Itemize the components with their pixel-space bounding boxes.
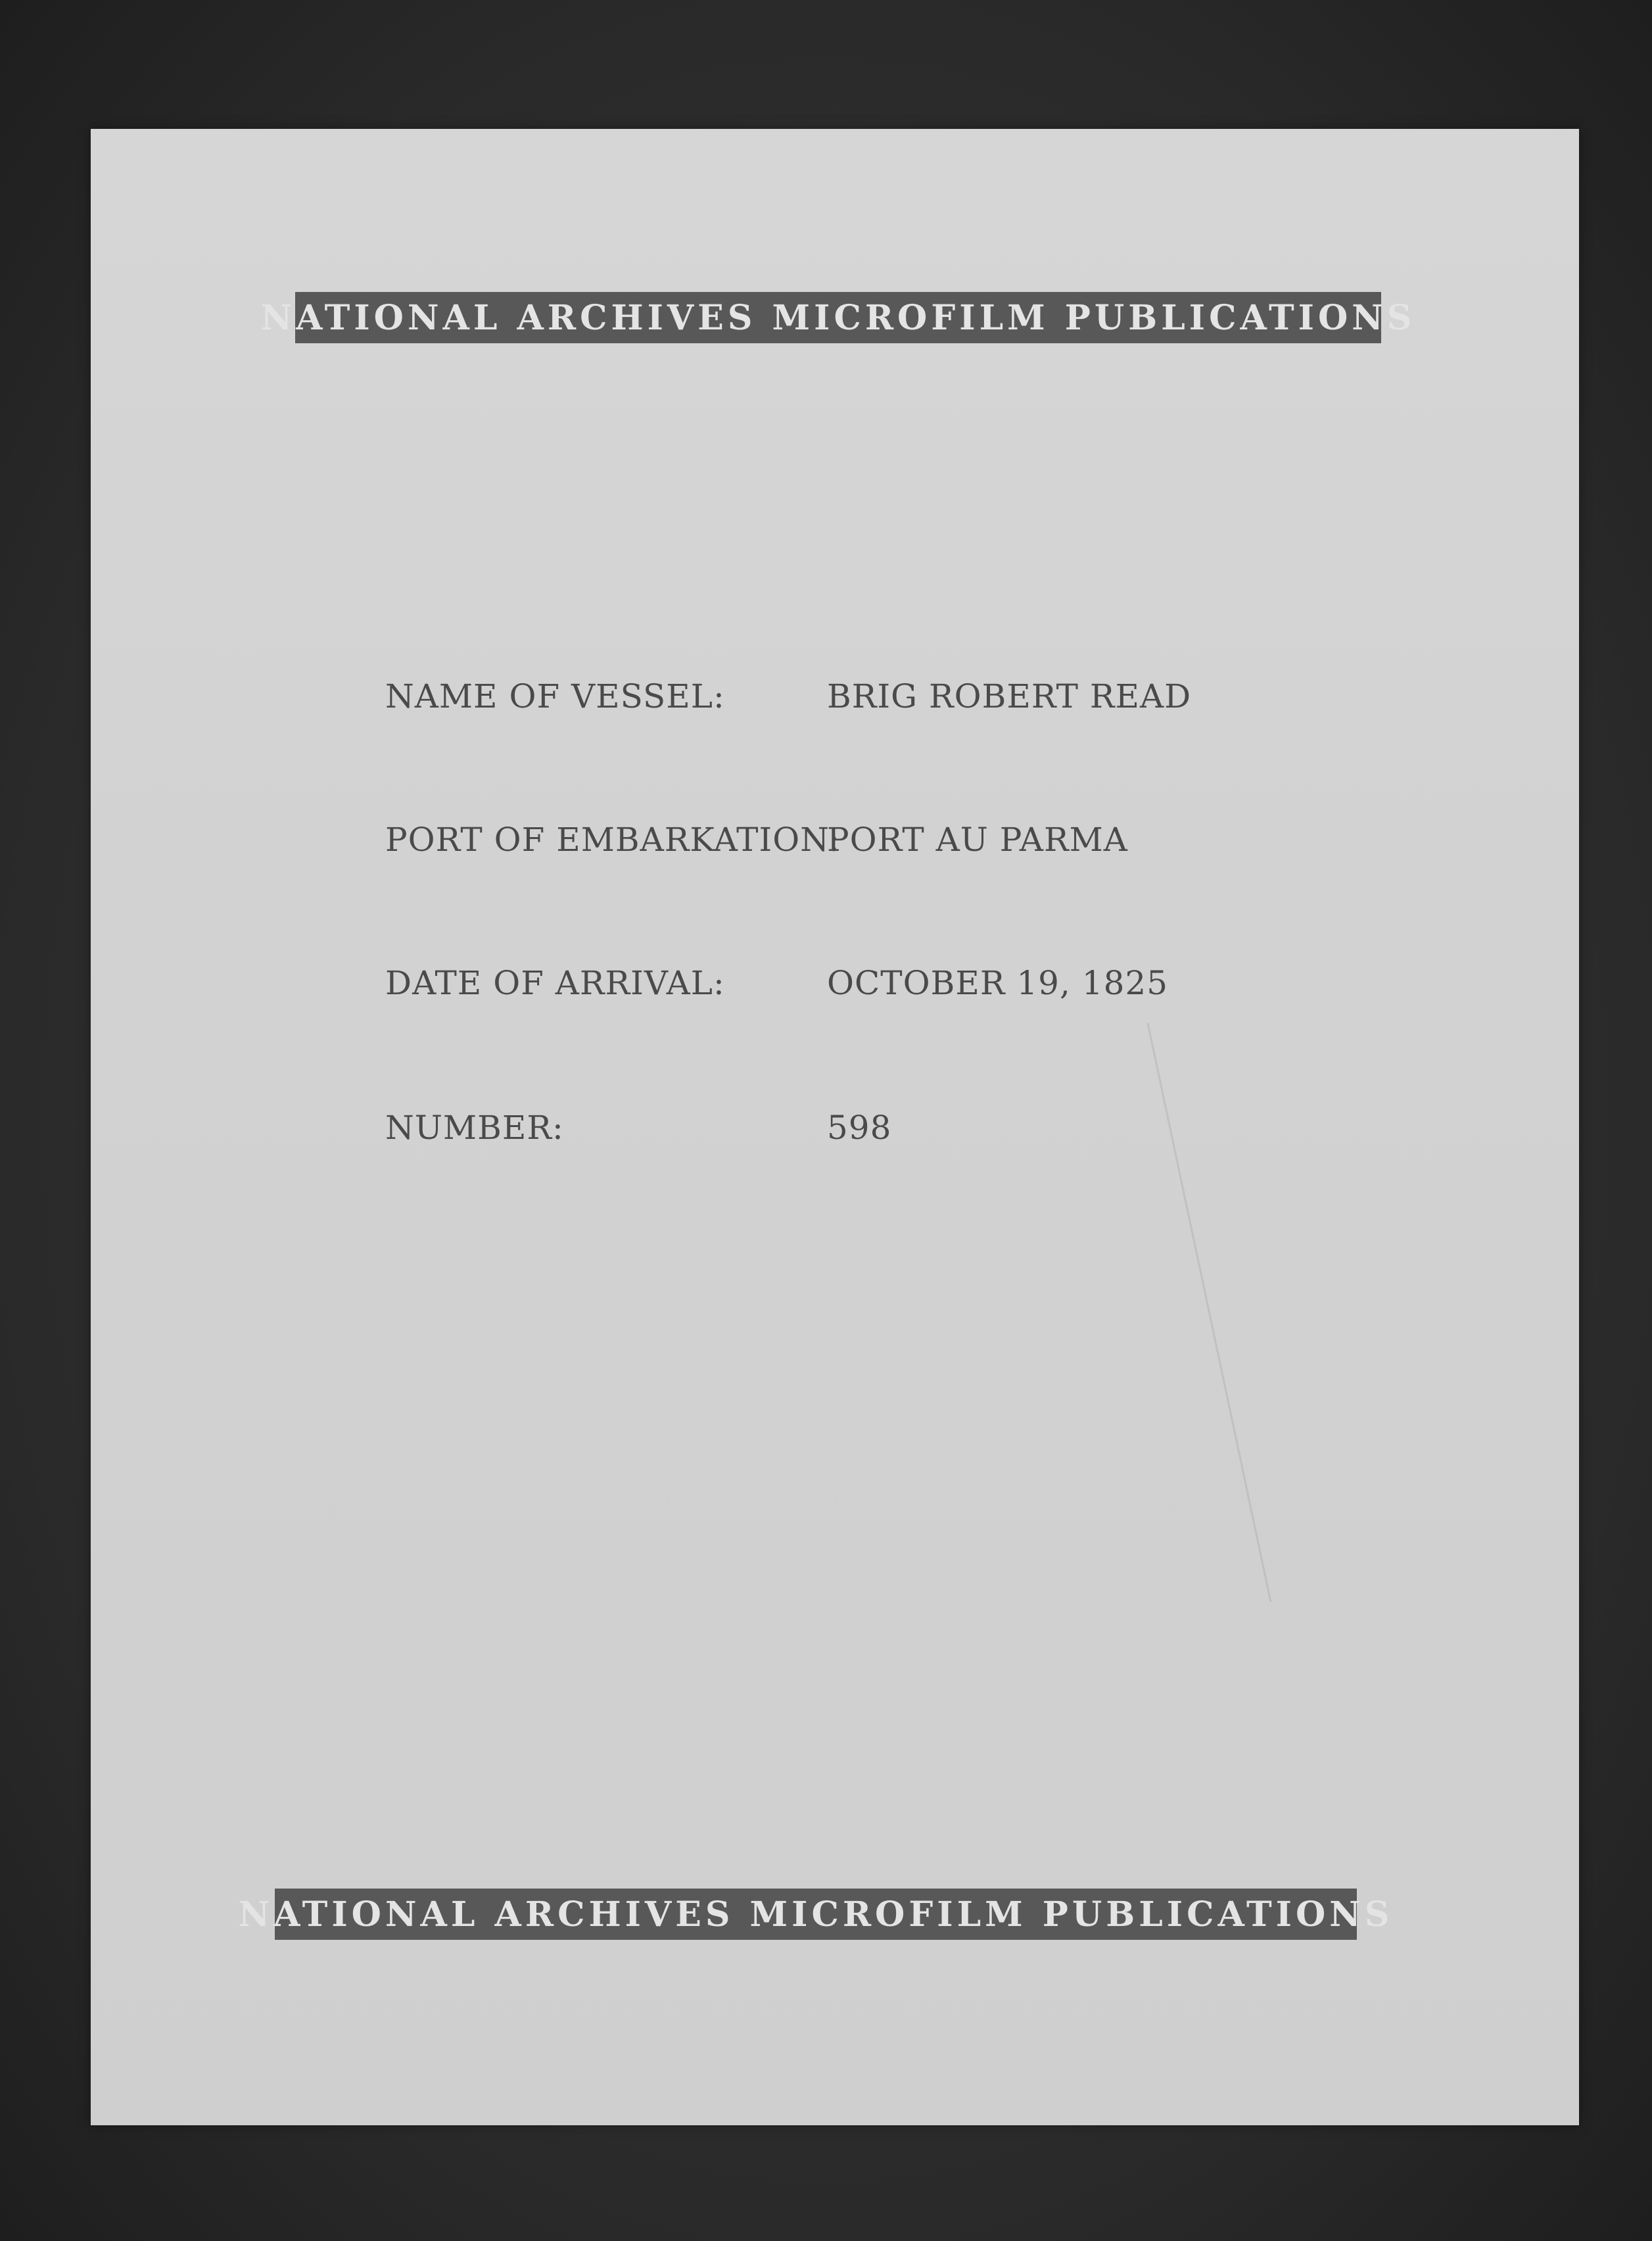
number-label: NUMBER:	[385, 1109, 564, 1147]
number-value: 598	[827, 1109, 892, 1147]
vessel-value: BRIG ROBERT READ	[827, 677, 1192, 715]
header-banner: NATIONAL ARCHIVES MICROFILM PUBLICATIONS	[295, 292, 1381, 343]
vessel-label: NAME OF VESSEL:	[385, 677, 725, 715]
port-label: PORT OF EMBARKATION:	[385, 821, 841, 859]
film-scratch	[1146, 1023, 1271, 1602]
arrival-value: OCTOBER 19, 1825	[827, 964, 1169, 1002]
port-value: PORT AU PARMA	[827, 821, 1128, 859]
footer-banner: NATIONAL ARCHIVES MICROFILM PUBLICATIONS	[275, 1889, 1357, 1940]
arrival-label: DATE OF ARRIVAL:	[385, 964, 725, 1002]
